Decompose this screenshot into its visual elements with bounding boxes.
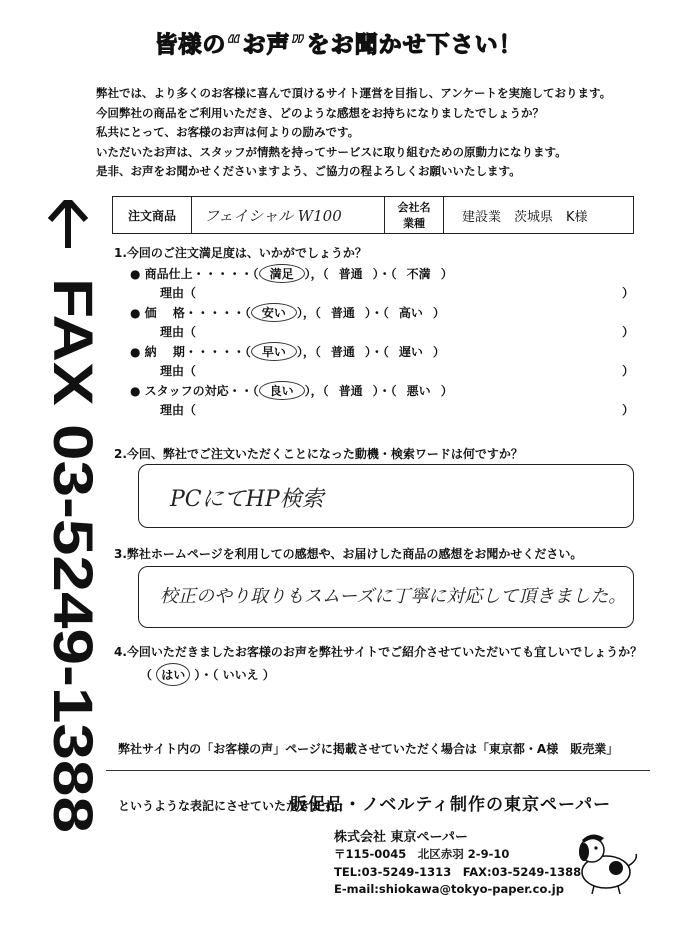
q4-bracket-text: ）	[258, 668, 275, 682]
q1-item-label: ● スタッフの対応・・（	[130, 384, 259, 398]
product-label: 注文商品	[113, 197, 192, 233]
company-email[interactable]: E-mail:shiokawa@tokyo-paper.co.jp	[334, 882, 564, 896]
q1-close-bracket: ）	[440, 267, 453, 281]
intro-text	[96, 84, 611, 182]
q4-option-yes[interactable]: はい	[156, 663, 190, 686]
q1-item-row	[130, 342, 445, 361]
company-name: 株式会社 東京ペーパー	[334, 830, 468, 845]
q1-item-label: ● 商品仕上・・・・・（	[130, 267, 259, 281]
industry-label-line: 業種	[403, 217, 425, 230]
q1-option[interactable]: 高い	[398, 306, 423, 320]
q1-option[interactable]: 普通	[338, 384, 363, 398]
q1-item-label: ● 価 格・・・・・（	[130, 306, 251, 320]
q1-close-bracket: ）	[440, 384, 453, 398]
intro-line: 是非、お声をお聞かせくださいますよう、ご協力の程よろしくお願いいたします。	[96, 164, 521, 178]
q1-option[interactable]: 満足	[259, 264, 305, 283]
q4-option-no[interactable]: いいえ	[222, 668, 259, 682]
fax-number-text: FAX 03-5249-1388	[42, 278, 105, 752]
q1-question: 1.今回のご注文満足度は、いかがでしょうか？	[114, 246, 367, 260]
fax-number	[30, 200, 106, 840]
company-value[interactable]: 建設業 茨城県 K様	[462, 209, 588, 225]
intro-line: 弊社では、より多くのお客様に喜んで頂けるサイト運営を目指し、アンケートを実施しております。	[96, 86, 612, 100]
q1-close-bracket: ）	[432, 306, 445, 320]
q4-options	[140, 663, 275, 686]
q1-option[interactable]: 不満	[406, 267, 431, 281]
q1-option[interactable]: 早い	[251, 342, 297, 361]
q1-item-row	[130, 381, 453, 400]
q1-item-label: ● 納 期・・・・・（	[130, 345, 251, 359]
q2-question: 2.今回、弊社でご注文いただくことになった動機・検索ワードは何ですか？	[114, 447, 523, 461]
q1-option[interactable]: 普通	[330, 345, 355, 359]
order-table	[112, 196, 634, 234]
q1-option-separator: ）・（	[372, 267, 397, 281]
q1-option[interactable]: 悪い	[406, 384, 431, 398]
q1-reason-close: ）	[622, 403, 635, 417]
q1-reason-label[interactable]: 理由（	[160, 364, 197, 378]
footer-divider	[106, 770, 650, 771]
q1-option-separator: ）・（	[372, 384, 397, 398]
q1-item-row	[130, 264, 453, 283]
q1-reason-label[interactable]: 理由（	[160, 403, 197, 417]
footer-promo: 販促品・ノベルティ制作の東京ペーパー	[290, 795, 612, 815]
q3-question: 3.弊社ホームページを利用しての感想や、お届けした商品の感想をお聞かせください。	[114, 547, 583, 561]
q4-note-line: 弊社サイト内の「お客様の声」ページに掲載させていただく場合は「東京都・A様 販売業」	[118, 742, 619, 756]
q1-reason-close: ）	[622, 364, 635, 378]
q4-question: 4.今回いただきましたお客様のお声を弊社サイトでご紹介させていただいても宜しいでしょうか？	[114, 645, 643, 659]
company-label-line: 会社名	[397, 201, 431, 214]
company-address: 〒115-0045 北区赤羽 2-9-10	[334, 847, 510, 861]
page-title: 皆様の“お声”をお聞かせ下さい！	[154, 32, 523, 58]
dog-mascot-icon	[570, 826, 642, 896]
q1-option[interactable]: 普通	[338, 267, 363, 281]
q1-reason-close: ）	[622, 325, 635, 339]
q1-option-separator: ），（	[296, 306, 321, 320]
q1-option[interactable]: 良い	[259, 381, 305, 400]
q4-bracket-text: （	[140, 668, 157, 682]
intro-line: 今回弊社の商品をご利用いただき、どのような感想をお持ちになりましたでしょうか？	[96, 105, 545, 120]
q1-option-separator: ），（	[296, 345, 321, 359]
q1-option-separator: ）・（	[364, 306, 389, 320]
product-value[interactable]: フェイシャル W100	[192, 197, 385, 233]
q1-item-row	[130, 303, 445, 322]
q1-reason-label[interactable]: 理由（	[160, 286, 197, 300]
q1-option-separator: ）・（	[364, 345, 389, 359]
q1-option-separator: ），（	[304, 267, 329, 281]
q4-note-line: というような表記にさせていただきます。	[118, 799, 346, 813]
q4-bracket-text: ）・（	[190, 668, 223, 682]
q2-answer[interactable]: PCにてHP検索	[170, 487, 324, 512]
q1-option[interactable]: 普通	[330, 306, 355, 320]
q1-option-separator: ），（	[304, 384, 329, 398]
q4-note	[118, 702, 618, 835]
q3-answer[interactable]: 校正のやり取りもスムーズに丁寧に対応して頂きました。	[160, 586, 627, 607]
q1-reason-close: ）	[622, 286, 635, 300]
intro-line: いただいたお声は、スタッフが情熱を持ってサービスに取り組むための原動力になります。	[96, 144, 567, 159]
q1-reason-label[interactable]: 理由（	[160, 325, 197, 339]
q1-close-bracket: ）	[432, 345, 445, 359]
q1-option[interactable]: 遅い	[398, 345, 423, 359]
intro-line: 私共にとって、お客様のお声は何よりの励みです。	[96, 125, 360, 139]
company-tel-fax: TEL:03-5249-1313 FAX:03-5249-1388	[334, 865, 582, 879]
company-label	[385, 197, 444, 233]
q1-option[interactable]: 安い	[251, 303, 297, 322]
